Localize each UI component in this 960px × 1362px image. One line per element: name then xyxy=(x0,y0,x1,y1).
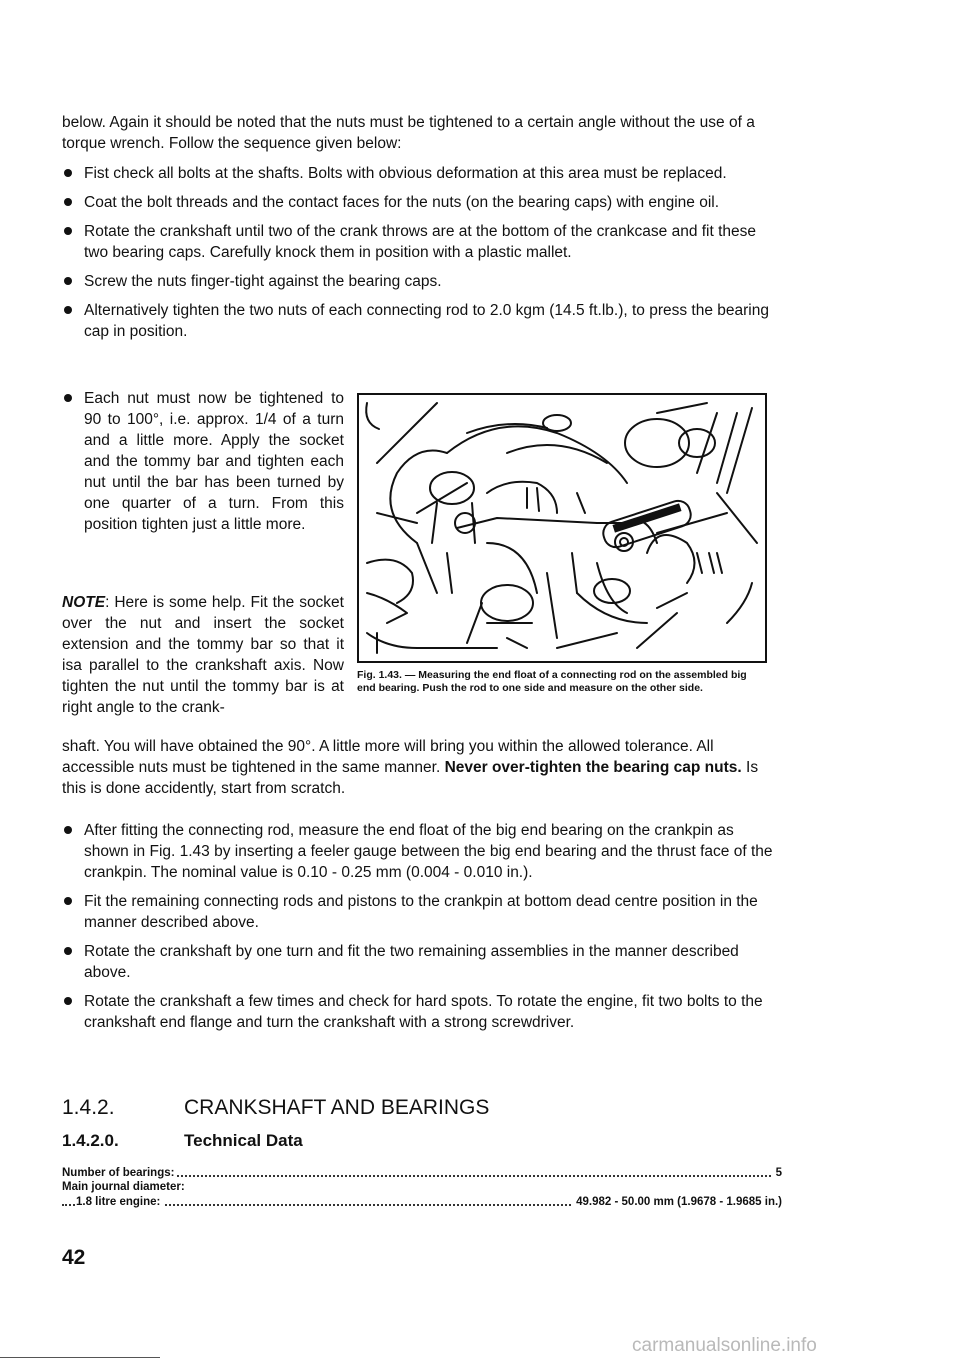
spec-row-engine: 1.8 litre engine: 49.982 - 50.00 mm (1.9678 - 1.9685 in.) xyxy=(62,1195,782,1209)
bullet-icon xyxy=(64,826,72,834)
note-label: NOTE xyxy=(62,594,106,611)
warning-text: Never over-tighten the bearing cap nuts. xyxy=(444,759,742,776)
figure-connecting-rod xyxy=(357,393,767,663)
list-item: Each nut must now be tightened to 90 to 100°, i.e. approx. 1/4 of a turn and a little more. Apply the socket and the tommy bar and tighten each nut until the bar has been turned by one quarter of a turn. From this position tighten just a little more. xyxy=(62,388,344,535)
list-item: Coat the bolt threads and the contact faces for the nuts (on the bearing caps) with engine oil. xyxy=(62,192,782,213)
subsection-title: Technical Data xyxy=(184,1131,303,1150)
spec-row-journal: Main journal diameter: xyxy=(62,1180,782,1194)
list-item: Rotate the crankshaft a few times and check for hard spots. To rotate the engine, fit two bolts to the crankshaft end flange and turn the crankshaft with a strong screwdriver. xyxy=(62,991,782,1033)
bullet-list-top xyxy=(62,163,782,350)
bullet-icon xyxy=(64,198,72,206)
subsection-heading xyxy=(62,1131,303,1151)
list-item: Rotate the crankshaft until two of the crank throws are at the bottom of the crankcase and fit these two bearing caps. Carefully knock them in position with a plastic mallet. xyxy=(62,221,782,263)
section-heading xyxy=(62,1096,489,1120)
bullet-icon xyxy=(64,169,72,177)
list-item: Fit the remaining connecting rods and pistons to the crankpin at bottom dead centre position in the manner described above. xyxy=(62,891,782,933)
section-number: 1.4.2. xyxy=(62,1096,115,1119)
bullet-icon xyxy=(64,277,72,285)
bullet-icon xyxy=(64,947,72,955)
subsection-number: 1.4.2.0. xyxy=(62,1131,119,1150)
bullet-icon xyxy=(64,394,72,402)
watermark: carmanualsonline.info xyxy=(632,1335,817,1356)
bullet-list-bottom xyxy=(62,820,782,1041)
bullet-icon xyxy=(64,897,72,905)
list-item: After fitting the connecting rod, measure the end float of the big end bearing on the crankpin as shown in Fig. 1.43 by inserting a feeler gauge between the big end bearing and the thrust face of the crankpin. The nominal value is 0.10 - 0.25 mm (0.004 - 0.010 in.). xyxy=(62,820,782,883)
bullet-list-each-nut xyxy=(62,388,344,543)
bullet-icon xyxy=(64,306,72,314)
list-item: Rotate the crankshaft by one turn and fit the two remaining assemblies in the manner described above. xyxy=(62,941,782,983)
note-paragraph: NOTE: Here is some help. Fit the socket over the nut and insert the socket extension and the tommy bar so that it isa parallel to the crankshaft axis. Now tighten the nut until the tommy bar is at right angle to the crank- xyxy=(62,594,344,716)
page-number: 42 xyxy=(62,1246,86,1269)
divider xyxy=(0,1357,160,1358)
list-item: Alternatively tighten the two nuts of each connecting rod to 2.0 kgm (14.5 ft.lb.), to press the bearing cap in position. xyxy=(62,300,782,342)
figure-caption: Fig. 1.43. — Measuring the end float of a connecting rod on the assembled big end bearing. Push the rod to one side and measure on the other side. xyxy=(357,669,747,694)
section-title: CRANKSHAFT AND BEARINGS xyxy=(184,1096,490,1119)
connecting-rod-illustration xyxy=(357,393,767,663)
intro-paragraph: below. Again it should be noted that the nuts must be tightened to a certain angle without the use of a torque wrench. Follow the sequence given below: xyxy=(62,114,755,152)
list-item: Screw the nuts finger-tight against the bearing caps. xyxy=(62,271,782,292)
spec-row-bearings: Number of bearings: 5 xyxy=(62,1167,782,1179)
continuation-paragraph: shaft. You will have obtained the 90°. A little more will bring you within the allowed tolerance. All accessible nuts must be tightened in the same manner. Never over-tighten the bearing cap nuts. Is this is done accidently, start from scratch. xyxy=(62,738,759,797)
bullet-icon xyxy=(64,227,72,235)
bullet-icon xyxy=(64,997,72,1005)
list-item: Fist check all bolts at the shafts. Bolts with obvious deformation at this area must be replaced. xyxy=(62,163,782,184)
